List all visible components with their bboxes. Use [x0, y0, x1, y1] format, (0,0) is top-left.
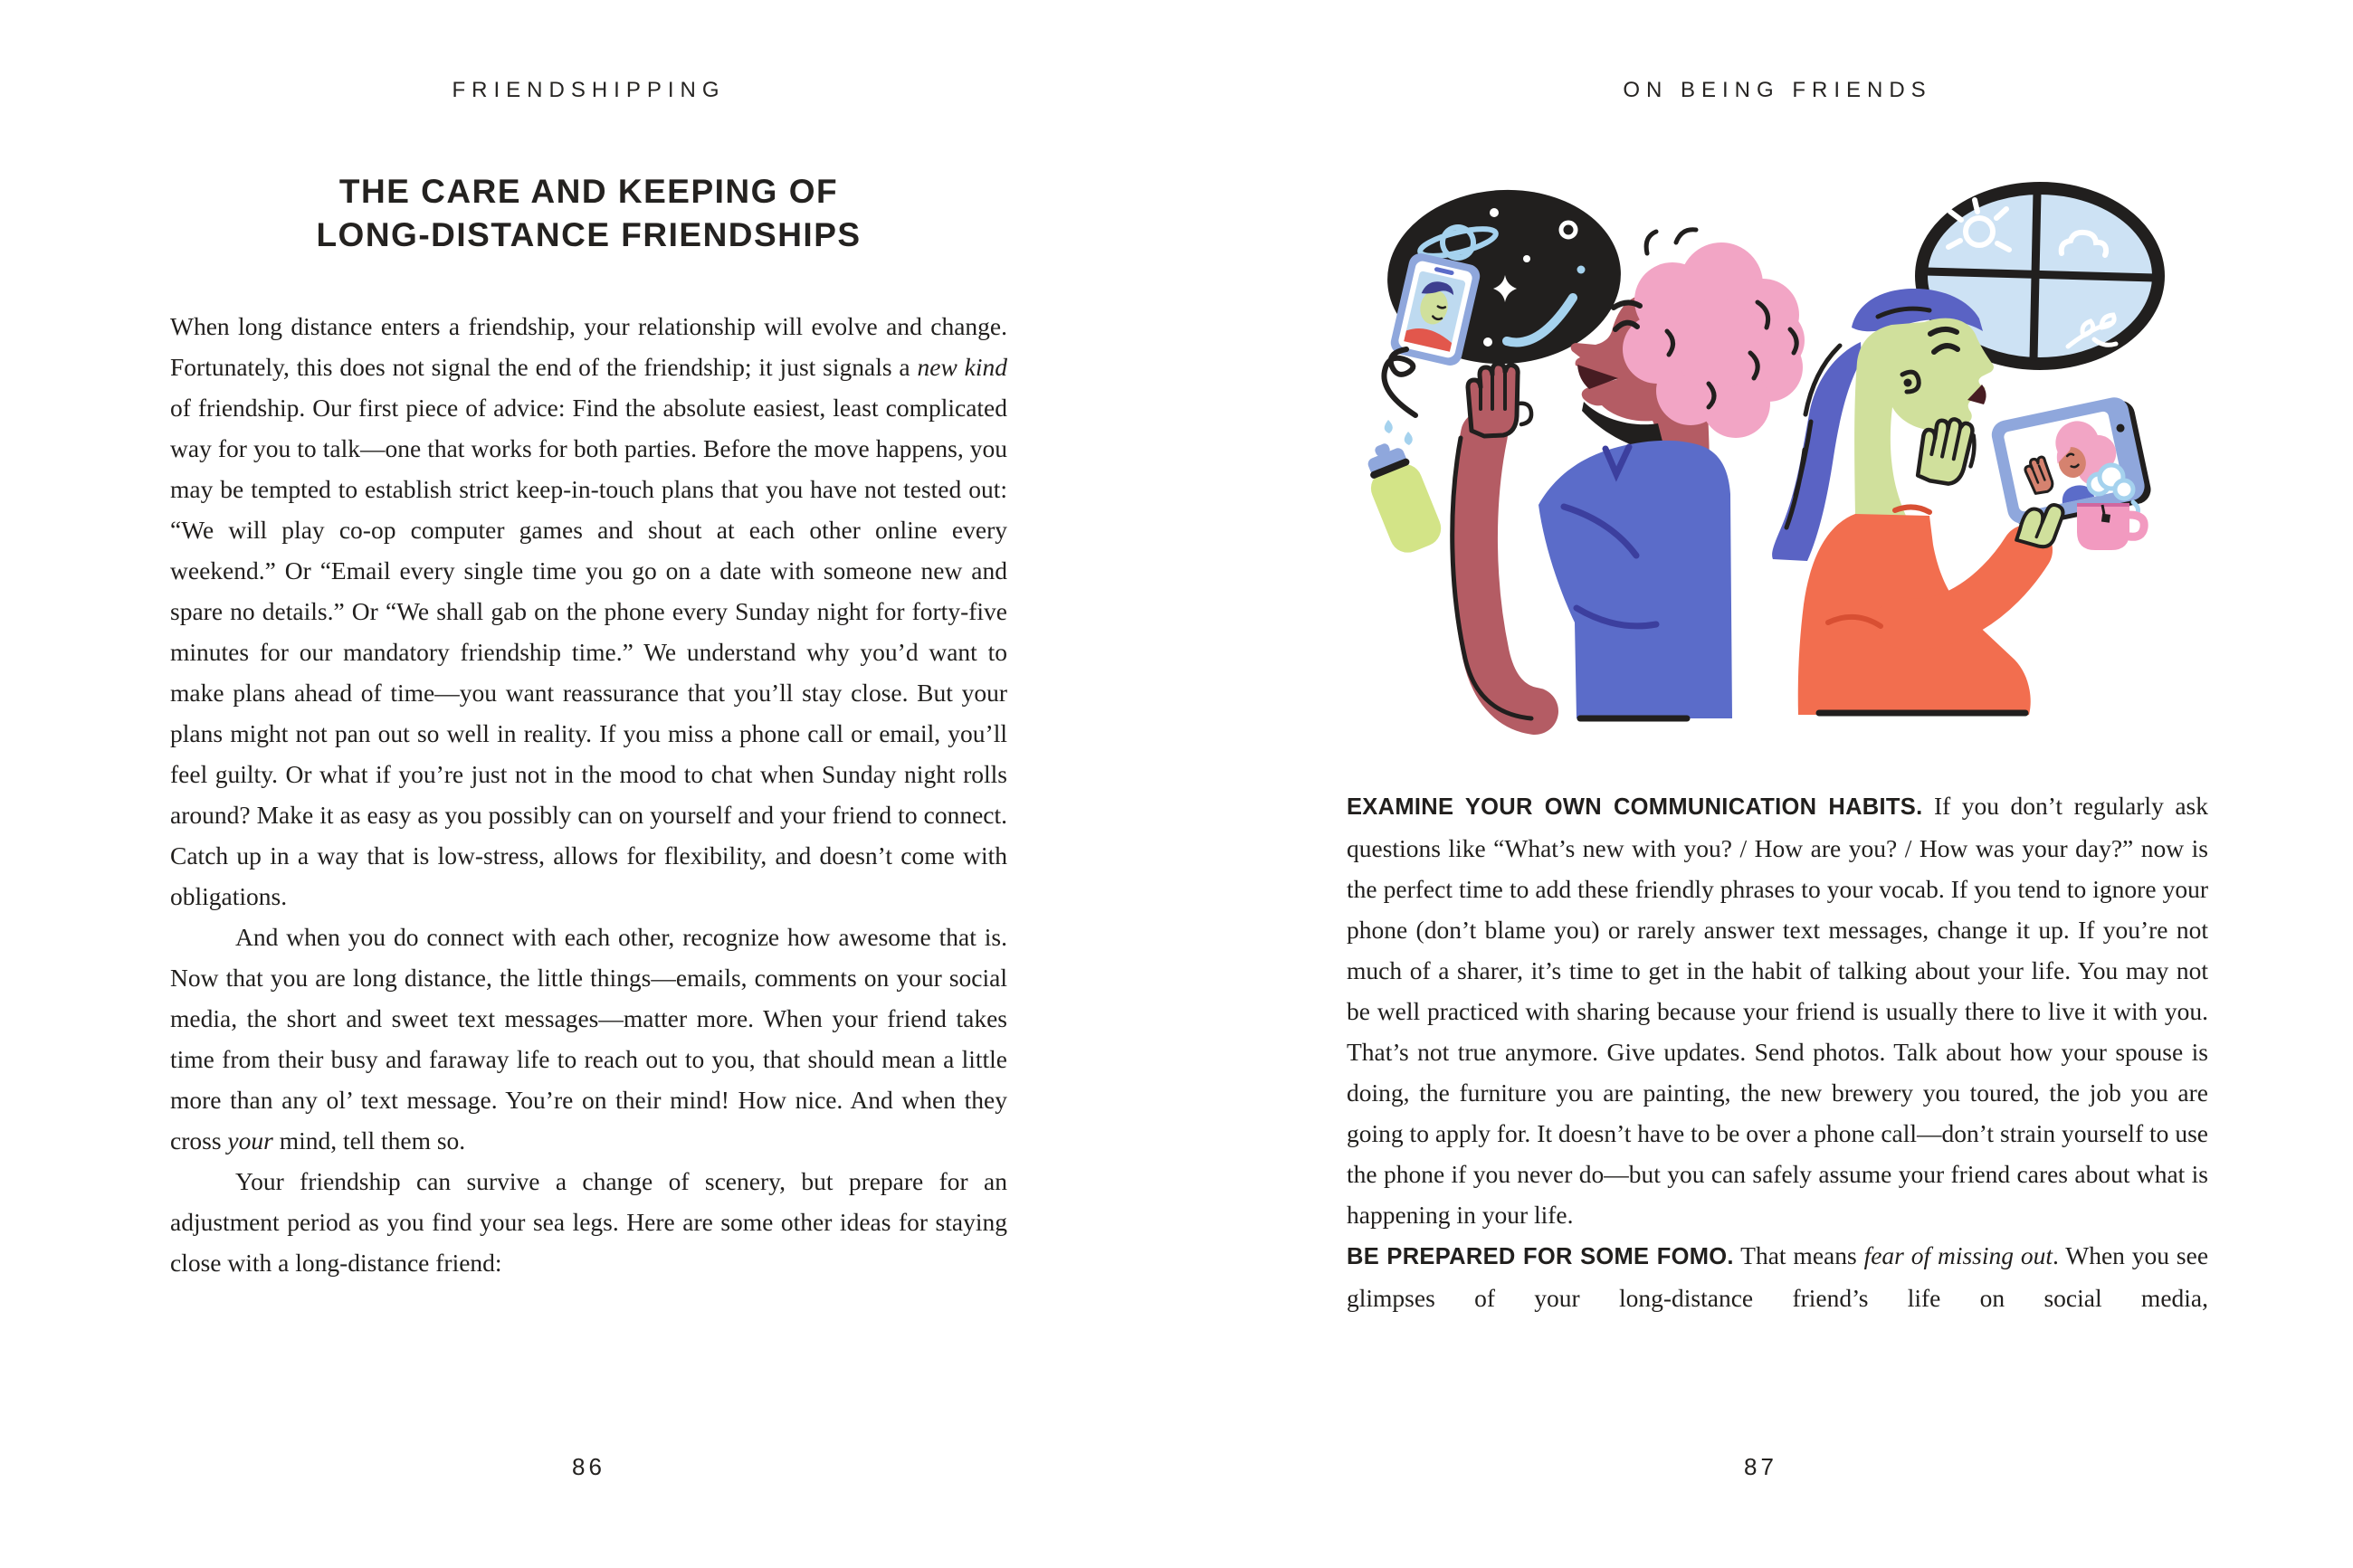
paragraph [1347, 1235, 2208, 1318]
text-segment: When long distance enters a friendship, your relationship will evolve and change. Fortunately, this does not signal the end of the friendship; it just signals a [170, 312, 1007, 381]
paragraph [1347, 785, 2208, 1235]
star-icon [1483, 337, 1492, 347]
ear-dot [1904, 379, 1912, 387]
body-text-left [170, 306, 1007, 1283]
paragraph [170, 306, 1007, 917]
shirt [1538, 441, 1732, 718]
text-segment-italic: fear of missing out [1863, 1241, 2053, 1269]
page-number-left: 86 [572, 1453, 605, 1480]
body-text-right [1347, 785, 2208, 1318]
page-number-right: 87 [1744, 1453, 1777, 1480]
paragraph-lead: BE PREPARED FOR SOME FOMO. [1347, 1244, 1734, 1269]
star-icon [1490, 208, 1499, 217]
paragraph [170, 1161, 1007, 1283]
illustration-svg [1348, 116, 2208, 749]
illustration-video-chat-friends [1348, 116, 2208, 749]
water-bottle [1356, 435, 1446, 558]
star-icon [1523, 255, 1530, 262]
text-segment-italic: your [227, 1126, 273, 1155]
thought-bubble [1383, 184, 1625, 369]
text-segment-italic: new kind [917, 353, 1007, 381]
text-segment: That means [1733, 1241, 1864, 1269]
paragraph [170, 917, 1007, 1161]
chapter-title [170, 170, 1007, 257]
text-segment: of friendship. Our first piece of advice: Find the absolute easiest, least complicated way for you to talk—one that works for both parties. Before the move happens, you may be tempted to establish strict keep-in-touch plans that you have not tested out: “We will play co-op computer games and shout at each other online every weekend.” Or “Email every single time you go on a date with someone new and spare no details.” Or “We shall gab on the phone every Sunday night for forty-five minutes for our mandatory friendship time.” We understand why you’d want to make plans ahead of time—you want reassurance that you’ll stay close. But your plans might not pan out so well in reality. If you miss a phone call or email, you’ll feel guilty. Or what if you’re just not in the mood to chat when Sunday night rolls around? Make it as easy as you possibly can on yourself and your friend to connect. Catch up in a way that is low-stress, allows for flexibility, and doesn’t come with obligations. [170, 394, 1007, 910]
water-droplets [1385, 420, 1413, 445]
text-segment: Your friendship can survive a change of scenery, but prepare for an adjustment period as you find your sea legs. Here are some other ideas for staying close with a long-distance friend: [170, 1167, 1007, 1277]
text-segment: mind, tell them so. [272, 1126, 466, 1155]
chapter-title-line2: LONG-DISTANCE FRIENDSHIPS [316, 216, 862, 253]
text-segment: And when you do connect with each other, recognize how awesome that is. Now that you are long distance, the little things—emails, comments on your social media, the short and sweet text messages—matter more. When your friend takes time from their busy and faraway life to reach out to you, that should mean a little more than any ol’ text message. You’re on their mind! How nice. And when they cross [170, 923, 1007, 1155]
text-segment: If you don’t regularly ask questions like “What’s new with you? / How are you? / How was your day?” now is the perfect time to add these friendly phrases to your vocab. If you tend to ignore your phone (don’t blame you) or rarely answer text messages, change it up. If you’re not much of a sharer, it’s time to get in the habit of talking about your life. You may not be well practiced with sharing because your friend is usually there to live it with you. That’s not true anymore. Give updates. Send photos. Talk about how your spouse is doing, the furniture you are painting, the new brewery you toured, the job you are going to apply for. It doesn’t have to be over a phone call—don’t strain yourself to use the phone if you never do—but you can safely assume your friend cares about what is happening in your life. [1347, 792, 2208, 1229]
running-head-right: ON BEING FRIENDS [1623, 78, 1932, 102]
chapter-title-line1: THE CARE AND KEEPING OF [338, 173, 839, 210]
text-segment: . When you see glimpses of your long-distance friend’s life on social media, [1347, 1241, 2209, 1312]
arm [1474, 434, 1535, 711]
star-icon [1577, 266, 1586, 274]
squiggle [1384, 349, 1415, 415]
waving-hand-left [1468, 364, 1531, 436]
paragraph-lead: EXAMINE YOUR OWN COMMUNICATION HABITS. [1347, 794, 1923, 820]
running-head-left: FRIENDSHIPPING [452, 78, 726, 102]
face-right-woman [1854, 318, 1994, 516]
